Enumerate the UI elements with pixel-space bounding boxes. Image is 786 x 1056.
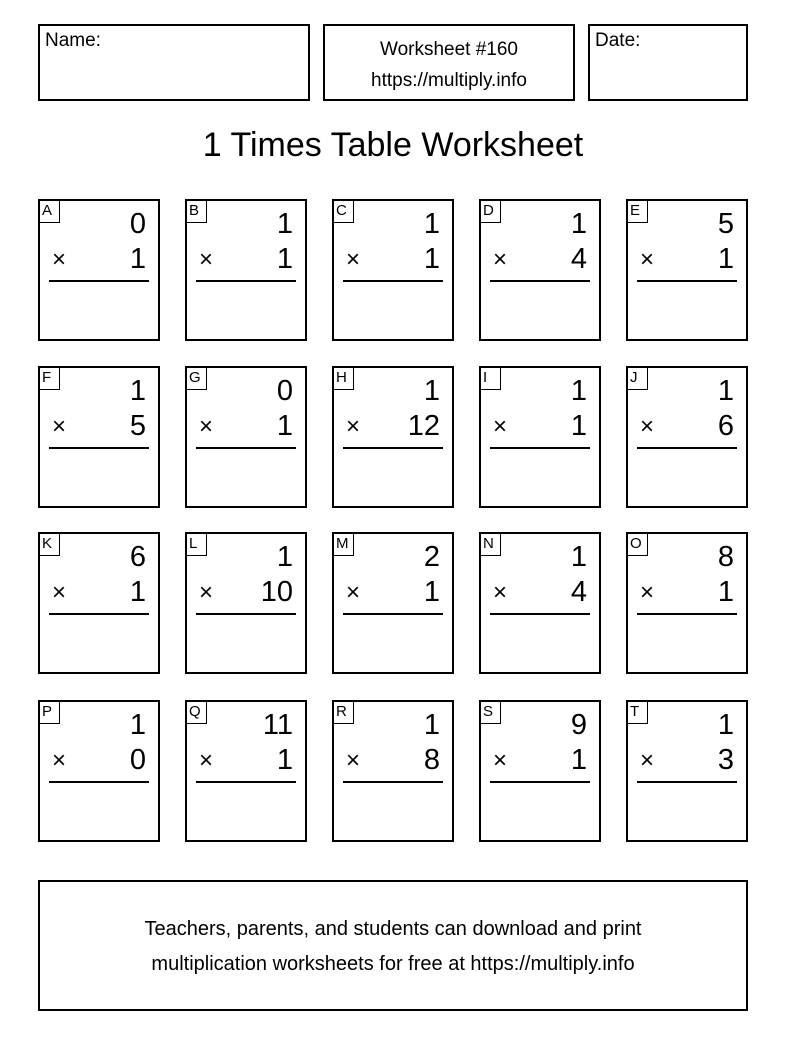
- problem-letter: M: [334, 534, 354, 556]
- problem-letter: A: [40, 201, 60, 223]
- times-sign: ×: [493, 747, 508, 774]
- multiplicand: 11: [262, 709, 293, 741]
- problem-letter: G: [187, 368, 207, 390]
- multiplier: 1: [276, 744, 293, 776]
- problem-card-b[interactable]: [185, 199, 307, 341]
- answer-rule: [343, 280, 443, 282]
- problem-card-t[interactable]: [626, 700, 748, 842]
- worksheet-url: https://multiply.info: [371, 70, 527, 91]
- problem-letter: K: [40, 534, 60, 556]
- problem-letter: D: [481, 201, 501, 223]
- problem-letter: O: [628, 534, 648, 556]
- problem-letter: R: [334, 702, 354, 724]
- times-sign: ×: [199, 246, 214, 273]
- times-sign: ×: [52, 413, 67, 440]
- times-sign: ×: [199, 579, 214, 606]
- times-sign: ×: [493, 579, 508, 606]
- multiplier: 10: [260, 576, 293, 608]
- multiplier: 4: [570, 576, 587, 608]
- problem-card-a[interactable]: [38, 199, 160, 341]
- multiplier: 6: [717, 410, 734, 442]
- multiplicand: 1: [276, 541, 293, 573]
- answer-rule: [490, 781, 590, 783]
- times-sign: ×: [640, 246, 655, 273]
- times-sign: ×: [199, 413, 214, 440]
- multiplicand: 1: [276, 208, 293, 240]
- multiplicand: 1: [570, 208, 587, 240]
- multiplicand: 1: [717, 709, 734, 741]
- problem-card-g[interactable]: [185, 366, 307, 508]
- multiplier: 1: [717, 576, 734, 608]
- answer-rule: [637, 447, 737, 449]
- problem-letter: E: [628, 201, 648, 223]
- multiplicand: 1: [423, 709, 440, 741]
- problem-card-l[interactable]: [185, 532, 307, 674]
- problem-letter: H: [334, 368, 354, 390]
- multiplier: 1: [129, 576, 146, 608]
- times-sign: ×: [346, 246, 361, 273]
- times-sign: ×: [52, 246, 67, 273]
- times-sign: ×: [640, 747, 655, 774]
- problem-card-f[interactable]: [38, 366, 160, 508]
- problem-letter: S: [481, 702, 501, 724]
- multiplicand: 0: [129, 208, 146, 240]
- answer-rule: [196, 447, 296, 449]
- name-label: Name:: [45, 30, 101, 51]
- answer-rule: [49, 613, 149, 615]
- problem-letter: B: [187, 201, 207, 223]
- times-sign: ×: [346, 579, 361, 606]
- problem-card-h[interactable]: [332, 366, 454, 508]
- answer-rule: [49, 781, 149, 783]
- problem-card-q[interactable]: [185, 700, 307, 842]
- multiplier: 4: [570, 243, 587, 275]
- multiplier: 1: [717, 243, 734, 275]
- multiplicand: 1: [423, 375, 440, 407]
- worksheet-number: Worksheet #160: [379, 39, 518, 60]
- problem-card-p[interactable]: [38, 700, 160, 842]
- problem-letter: J: [628, 368, 648, 390]
- problem-letter: I: [481, 368, 501, 390]
- problem-card-m[interactable]: [332, 532, 454, 674]
- problem-card-j[interactable]: [626, 366, 748, 508]
- multiplicand: 6: [129, 541, 146, 573]
- problem-card-d[interactable]: [479, 199, 601, 341]
- problem-card-s[interactable]: [479, 700, 601, 842]
- footer-line-2: multiplication worksheets for free at https://multiply.info: [151, 953, 635, 975]
- multiplier: 8: [423, 744, 440, 776]
- problem-letter: N: [481, 534, 501, 556]
- answer-rule: [196, 781, 296, 783]
- times-sign: ×: [52, 579, 67, 606]
- problem-card-i[interactable]: [479, 366, 601, 508]
- multiplicand: 1: [570, 541, 587, 573]
- times-sign: ×: [346, 747, 361, 774]
- footer-box: [38, 880, 748, 1011]
- answer-rule: [196, 280, 296, 282]
- answer-rule: [49, 447, 149, 449]
- times-sign: ×: [493, 413, 508, 440]
- multiplicand: 5: [717, 208, 734, 240]
- date-label: Date:: [595, 30, 641, 51]
- answer-rule: [490, 613, 590, 615]
- problem-card-k[interactable]: [38, 532, 160, 674]
- times-sign: ×: [52, 747, 67, 774]
- problem-card-e[interactable]: [626, 199, 748, 341]
- problem-letter: C: [334, 201, 354, 223]
- answer-rule: [343, 781, 443, 783]
- problem-letter: L: [187, 534, 207, 556]
- answer-rule: [637, 280, 737, 282]
- answer-rule: [343, 447, 443, 449]
- answer-rule: [637, 781, 737, 783]
- answer-rule: [490, 447, 590, 449]
- multiplier: 0: [129, 744, 146, 776]
- multiplicand: 2: [423, 541, 440, 573]
- multiplier: 1: [276, 243, 293, 275]
- problem-letter: Q: [187, 702, 207, 724]
- multiplier: 1: [570, 410, 587, 442]
- answer-rule: [343, 613, 443, 615]
- times-sign: ×: [346, 413, 361, 440]
- times-sign: ×: [640, 413, 655, 440]
- multiplier: 1: [129, 243, 146, 275]
- problem-card-o[interactable]: [626, 532, 748, 674]
- times-sign: ×: [199, 747, 214, 774]
- times-sign: ×: [640, 579, 655, 606]
- multiplier: 5: [129, 410, 146, 442]
- page-title: 1 Times Table Worksheet: [202, 126, 584, 164]
- problem-card-c[interactable]: [332, 199, 454, 341]
- problem-card-r[interactable]: [332, 700, 454, 842]
- multiplicand: 8: [717, 541, 734, 573]
- problem-letter: P: [40, 702, 60, 724]
- multiplier: 1: [570, 744, 587, 776]
- multiplier: 1: [423, 243, 440, 275]
- answer-rule: [196, 613, 296, 615]
- problem-card-n[interactable]: [479, 532, 601, 674]
- multiplicand: 1: [717, 375, 734, 407]
- multiplicand: 1: [129, 375, 146, 407]
- multiplicand: 1: [570, 375, 587, 407]
- multiplier: 12: [407, 410, 440, 442]
- problem-letter: F: [40, 368, 60, 390]
- answer-rule: [637, 613, 737, 615]
- answer-rule: [49, 280, 149, 282]
- multiplier: 1: [276, 410, 293, 442]
- multiplier: 3: [717, 744, 734, 776]
- answer-rule: [490, 280, 590, 282]
- multiplier: 1: [423, 576, 440, 608]
- multiplicand: 1: [423, 208, 440, 240]
- multiplicand: 9: [570, 709, 587, 741]
- multiplicand: 0: [276, 375, 293, 407]
- times-sign: ×: [493, 246, 508, 273]
- multiplicand: 1: [129, 709, 146, 741]
- footer-line-1: Teachers, parents, and students can download and print: [144, 918, 642, 940]
- problem-letter: T: [628, 702, 648, 724]
